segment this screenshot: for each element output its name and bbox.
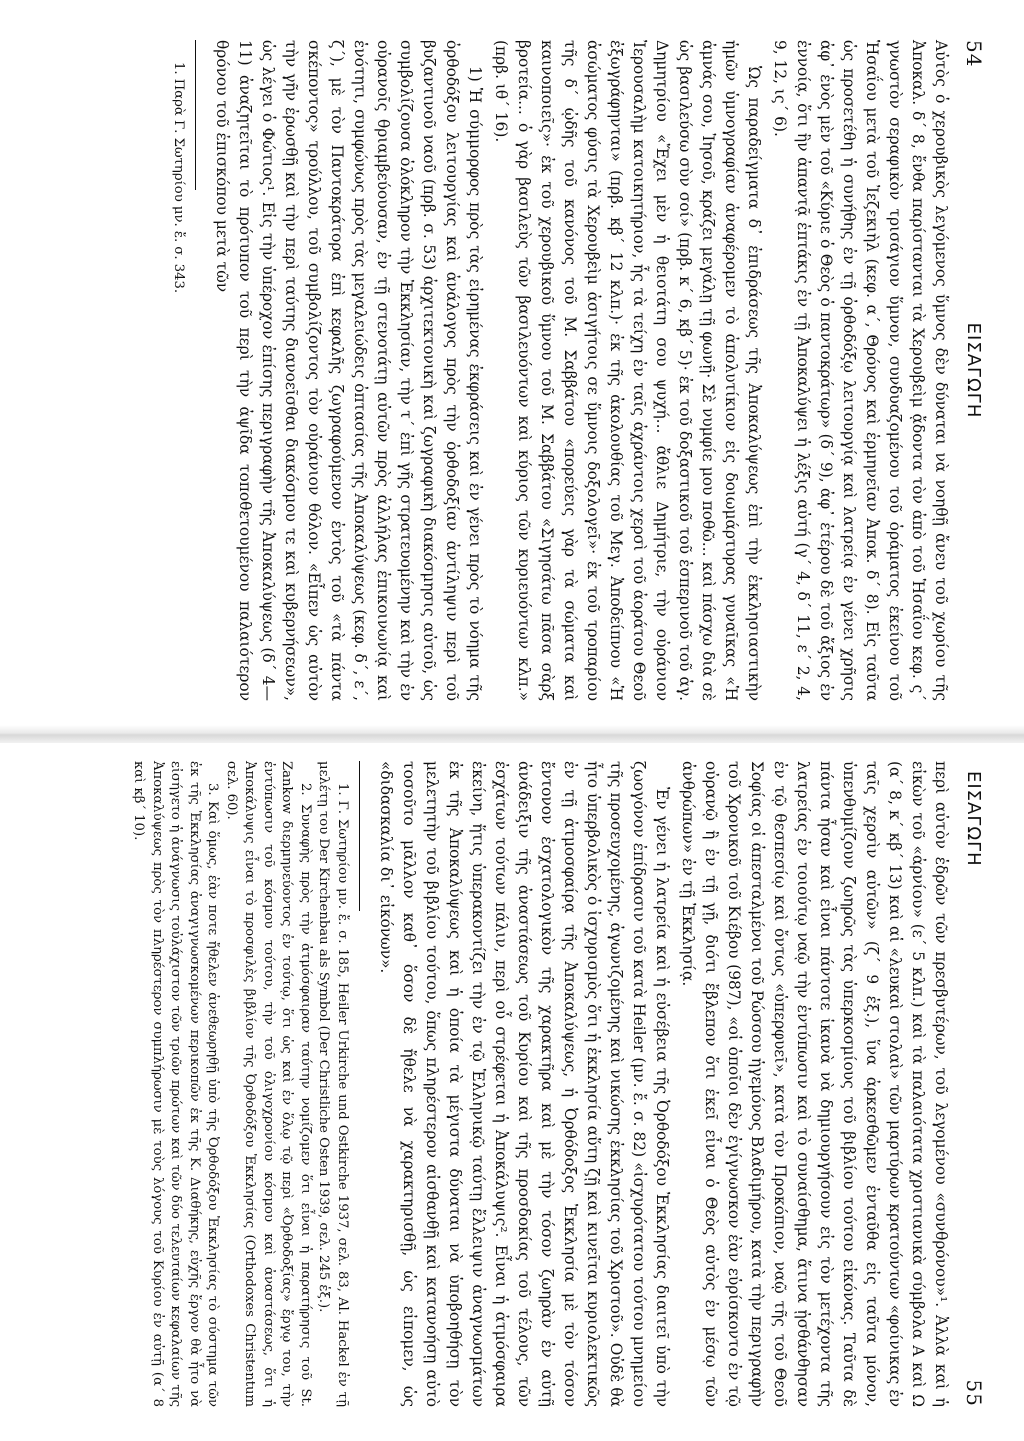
right-page xyxy=(0,735,1024,1441)
right-paragraph: Ἐν γένει ἡ λατρεία καὶ ἡ εὐσέβεια τῆς Ὀρθοδόξου Ἐκκλησίας διαιτεῖ ὑπὸ τὴν ζωογόνον ἐπίδρασιν τοῦ κατὰ Heiler (μν. ἔ. σ. 82) «ἰσχυρότατου τούτου μνημείου τῆς προσευχομένης, ἀγωνιζομένης καὶ νικώσης ἐκκλησίας τοῦ Χριστοῦ». Οὐδὲ θὰ ἦτο ὑπερβολικὸς ὁ ἰσχυρισμὸς ὅτι ἡ ἐκκλησία αὕτη ζῇ καὶ κινεῖται κυριολεκτικῶς ἐν τῇ ἀτμοσφαίρᾳ τῆς Ἀποκαλύψεως, ἡ Ὀρθόδοξος Ἐκκλησία μὲ τὸν τόσον ἔντονον ἐσχατολογικὸν τῆς χαρακτῆρα καὶ μὲ τὴν τόσον ζωηρὰν ἐν αὐτῇ ἀνάδειξιν τῆς ἀναστάσεως τοῦ Κυρίου καὶ τῆς προσδοκίας τοῦ τέλους, τῶν ἐσχάτων τούτων πάλιν, περὶ οὗ στρέφεται ἡ Ἀποκάλυψις². Εἶναι ἡ ἀτμόσφαιρα ἐκείνη, ἥτις ὑπερακοντίζει τὴν ἐν τῷ Ἑλληνικῷ ταύτῃ ἔλλειψιν ἀναγνωσμάτων ἐκ τῆς Ἀποκαλύψεως καὶ ἡ ὁποία τὰ μέγιστα δύναται νὰ ὑποβοηθήσῃ τὸν μελετητὴν τοῦ βιβλίου τούτου, ὅπως πληρέστερον αἰσθανθῇ καὶ κατανοήσῃ αὐτὸ τοσοῦτο μᾶλλον καθ᾽ ὅσον δὲ ἤθελε νὰ χαρακτηρισθῇ, ὡς εἰπομεν, ὡς «διδασκαλία δι᾽ εἰκόνων». xyxy=(377,761,671,1407)
right-running-head xyxy=(960,761,986,1407)
left-footnote: 1. Παρὰ Γ. Σωτηρίου μν. ἔ. σ. 343. xyxy=(171,62,186,294)
right-footnote: 3. Καὶ ὅμως, ἐὰν ποτε ἤθελεν ἀνεθεωρηθῇ ὑπὸ τῆς Ὀρθοδόξου Ἐκκλησίας τὸ σύστημα τῶν ἐκ τῆς Ἐκκλησίας ἀναγιγνωσκομένων περικοπῶν ἐκ τῆς Κ. Διαθήκης, εὐχῆς ἔργον θὰ ἦτο νὰ εἰσήγετο ἡ ἀνάγνωσις τοὐλάχιστον τῶν τριῶν πρώτων καὶ τῶν δύο τελευταίων κεφαλαίων τῆς Ἀποκαλύψεως πρὸς τὸν πληρέστερον συμπλήρωσιν μὲ τοὺς λόγους τοῦ Κυρίου ἐν αὐτῇ (α΄ 8 καὶ κβ΄ 10). xyxy=(131,761,221,1407)
left-paragraph: Ὡς παραδείγματα δ᾽ ἐπιδράσεως τῆς Ἀποκαλύψεως ἐπὶ τὴν ἐκκλησιαστικὴν ἡμῶν ὑμνογραφίαν ἀναφέρομεν τὸ ἀπολυτίκιον εἰς δοιωμάρτυρας γυναῖκας «Ἡ ἀμνάς σου, Ἰησοῦ, κράζει μεγάλῃ τῇ φωνῇ· Σὲ νυμφίε μου ποθῶ... καὶ πάσχω διὰ σὲ ὡς βασιλεύσω σὺν σοί» (πρβ. κ΄ 6, κβ΄ 5)· ἐκ τοῦ δοξαστικοῦ τοῦ ἑσπερινοῦ τοῦ ἁγ. Δημητρίου «Ἔχει μὲν ἡ θειοτάτη σου ψυχή... ἄθλιε Δημήτριε, τὴν οὐράνιον Ἰερουσαλὴμ κατοικητήριον, ἧς τὰ τείχη ἐν ταῖς ἀχράντοις χερσὶ τοῦ ἀοράτου Θεοῦ ἐξωγράφηνται» (πρβ. κβ΄ 12 κλπ.)· ἐκ τῆς ἀκολουθίας τοῦ Μεγ. Ἀποδείπνου «Ἡ ἀσώματος φύσις τὰ Χερουβεὶμ ἀσιγήτοις σε ὕμνοις δοξολογεῖ»· ἐκ τοῦ τροπαρίου τῆς δ΄ ᾠδῆς τοῦ κανόνος τοῦ Μ. Σαββάτου «πορεύεις γὰρ τὰ σώματα καὶ καινοποιεῖς»· ἐκ τοῦ χερουβικοῦ ὕμνου τοῦ Μ. Σαββάτου «Σιγησάτω πᾶσα σὰρξ βροτεία... ὁ γὰρ βασιλεὺς τῶν βασιλευόντων καὶ κύριος τῶν κυριευόντων κλπ.» (πρβ. ιθ΄ 16). xyxy=(492,40,763,701)
right-footnote: 2. Συναφὴς πρὸς τὴν ἀτμόσφαιραν ταύτην νομίζομεν ὅτι εἶναι ἡ παρατήρησις τοῦ St. Zankow διερμηνεύοντος ἐν τούτῳ, ὅτι ὡς καὶ ἐν ὅλῳ τῷ περὶ «Ὀρθοδοξίας» ἔργῳ του, τὴν ἐντύπωσιν τοῦ κόσμου τούτου, τὴν τοῦ ὀλιγοχρονίου κόσμου καὶ ἀναστάσεως, ὅτι ἡ Ἀποκάλυψις εἶναι τὸ προσφιλὲς βιβλίον τῆς Ὀρθοδόξου Ἐκκλησίας (Orthodoxes Christentum σελ. 60). xyxy=(224,761,313,1407)
left-page-number: 54 xyxy=(962,40,986,68)
right-running-title: ΕΙΣΑΓΩΓΗ xyxy=(963,771,984,867)
right-paragraph: περὶ αὐτὸν ἑδρῶν τῶν πρεσβυτέρων, τοῦ λεγομένου «συνθρόνου»¹. Ἀλλὰ καὶ ἡ εἰκὼν τοῦ «ἀρνίου» (ε΄ 5 κλπ.) καὶ τὰ παλαιότατα χριστιανικὰ σύμβολα Α καὶ Ω (α΄ 8, κ΄ κβ΄ 13) καὶ αἱ «λευκαὶ στολαὶ» τῶν μαρτύρων κρατούντων «φοίνικας ἐν ταῖς χερσὶν αὐτῶν» (ζ΄ 9 ἑξ.), ἵνα ἀρκεσθῶμεν ἐνταῦθα εἰς ταῦτα μόνον, ὑπενθυμίζουν ζωηρῶς τὰς ὑπερκοσμίους τοῦ βιβλίου τούτου εἰκόνας. Ταῦτα δὲ πάντα ἦσαν καὶ εἶναι πάντοτε ἱκανὰ νὰ δημιουργήσουν εἰς τὸν μετέχοντα τῆς λατρείας ἐν τοιούτῳ ναῷ τὴν ἐντύπωσιν καὶ τὸ συναίσθημα, ἅτινα ᾐσθάνθησαν ἐν τῷ θεσπεσίῳ καὶ ὄντως «ὑπερφυεῖ», κατὰ τὸν Προκόπιον, ναῷ τῆς τοῦ Θεοῦ Σοφίας οἱ ἀπεσταλμένοι τοῦ Ρώσσου ἡγεμόνος Βλαδιμήρου, κατὰ τὴν περιγραφὴν τοῦ Χρονικοῦ τοῦ Κιέβου (987), «οἱ ὁποῖοι δὲν ἐγίγνωσκον ἐὰν εὑρίσκοντο ἐν τῷ οὐρανῷ ἢ ἐν τῇ γῇ, διότι ἔβλεπον ὅτι ἐκεῖ εἶναι ὁ Θεὸς αὐτὸς ἐν μέσῳ τῶν ἀνθρώπων» ἐν τῇ Ἐκκλησίᾳ. xyxy=(679,761,950,1407)
right-footnote-rule xyxy=(359,761,360,911)
left-body-text xyxy=(210,40,952,701)
left-running-head xyxy=(960,40,986,701)
right-body-text xyxy=(374,761,952,1407)
left-paragraph: Αὐτὸς ὁ χερουβικὸς λεγόμενος ὕμνος δὲν δύναται νὰ νοηθῇ ἄνευ τοῦ χωρίου τῆς Ἀποκαλ. δ΄ 8, ἔνθα παρίστανται τὰ Χερουβεὶμ ᾄδοντα τὸν ἀπὸ τοῦ Ἡσαΐου κεφ. ς΄ γνωστὸν σεραφικὸν τρισάγιον ὕμνον, συνδυαζομένου τοῦ ὁράματος ἐκείνου τοῦ Ἡσαΐου μετὰ τοῦ Ἰεζεκιὴλ (κεφ. α΄, Θρόνος καὶ ἑρμηνεῖαν Ἀποκ. δ΄ 8). Εἰς ταῦτα ὡς προσετέθη ἡ συνήθης ἐν τῇ ὀρθοδόξῳ λειτουργίᾳ καὶ λατρείᾳ ἐν γένει χρῆσις ἀφ᾽ ἑνὸς μὲν τοῦ «Κύριε ὁ Θεὸς ὁ παντοκράτωρ» (δ΄ 9), ἀφ᾽ ἑτέρου δὲ τοῦ ἄξιος ἐν ἐννοίᾳ, ὅτι ἣν ἀπαντᾷ ἑπτάκις ἐν τῇ Ἀποκαλύψει ἡ λέξις αὐτή (γ΄ 4, δ΄ 11, ε΄ 2, 4, 9, 12, ις΄ 6). xyxy=(771,40,950,701)
right-page-number: 55 xyxy=(962,1379,986,1407)
left-footnotes xyxy=(169,40,188,701)
right-footnote: 1. Γ. Σωτηρίου μν. ἔ. σ. 185, Heiler Urkirche und Ostkirche 1937, σελ. 83, Al. Hackel ἐν τῇ μελέτῃ του Der Kirchenbau als Symbol (Der Christliche Osten 1939, σελ. 245 ἑξ.). xyxy=(316,761,350,1407)
left-footnote-rule xyxy=(195,40,196,190)
left-running-title: ΕΙΣΑΓΩΓΗ xyxy=(963,322,984,419)
right-footnotes xyxy=(129,761,351,1407)
left-paragraph: 1) Ἡ σύμμορφος πρὸς τὰς εἰρημένας ἐκφράσεις καὶ ἐν γένει πρὸς τὸ νόημα τῆς ὀρθοδόξου λειτουργίας καὶ ἀνάλογος πρὸς τὴν ὀρθοδοξίαν ἀντίληψιν περὶ τοῦ βυζαντινοῦ ναοῦ (πρβ. σ. 53) ἀρχιτεκτονικὴ καὶ ζωγραφικὴ διακόσμησις αὐτοῦ, ὡς συμβολίζουσα ὁλόκληρον τὴν Ἐκκλησίαν, τὴν τ΄ ἐπὶ γῆς στρατευομένην καὶ τὴν ἐν οὐρανοῖς θριαμβεύουσαν, ἐν τῇ στενοτάτῃ αὐτῶν πρὸς ἀλλήλας ἐπικοινωνίᾳ καὶ ἑνότητι, συμφώνως πρὸς τὰς μεγαλειώδεις ὀπτασίας τῆς Ἀποκαλύψεως (κεφ. δ΄, ε΄, ζ΄), μὲ τὸν Παντοκράτορα ἐπὶ κεφαλῆς ζωγραφούμενον ἐντὸς τοῦ «τὰ πάντα σκέποντος» τρούλλου, τοῦ συμβολίζοντος τὸν οὐράνιον θόλον. «Εἶπεν ὡς αὐτὸν τὴν γῆν ἐρωσθῇ καὶ τὴν περὶ ταύτης διανοεῖσθαι διακόσμου τε καὶ κυβερνήσεων», ὡς λέγει ὁ Φώτιος¹. Εἰς τὴν ὑπέροχον ἐπίσης περιγραφὴν τῆς Ἀποκαλύψεως (δ΄ 4—11) ἀναζητεῖται τὸ πρότυπον τοῦ περὶ τὴν ἀψῖδα τοποθετουμένου παλαιότερον θρόνου τοῦ ἐπισκόπου μετὰ τῶν xyxy=(213,40,484,701)
